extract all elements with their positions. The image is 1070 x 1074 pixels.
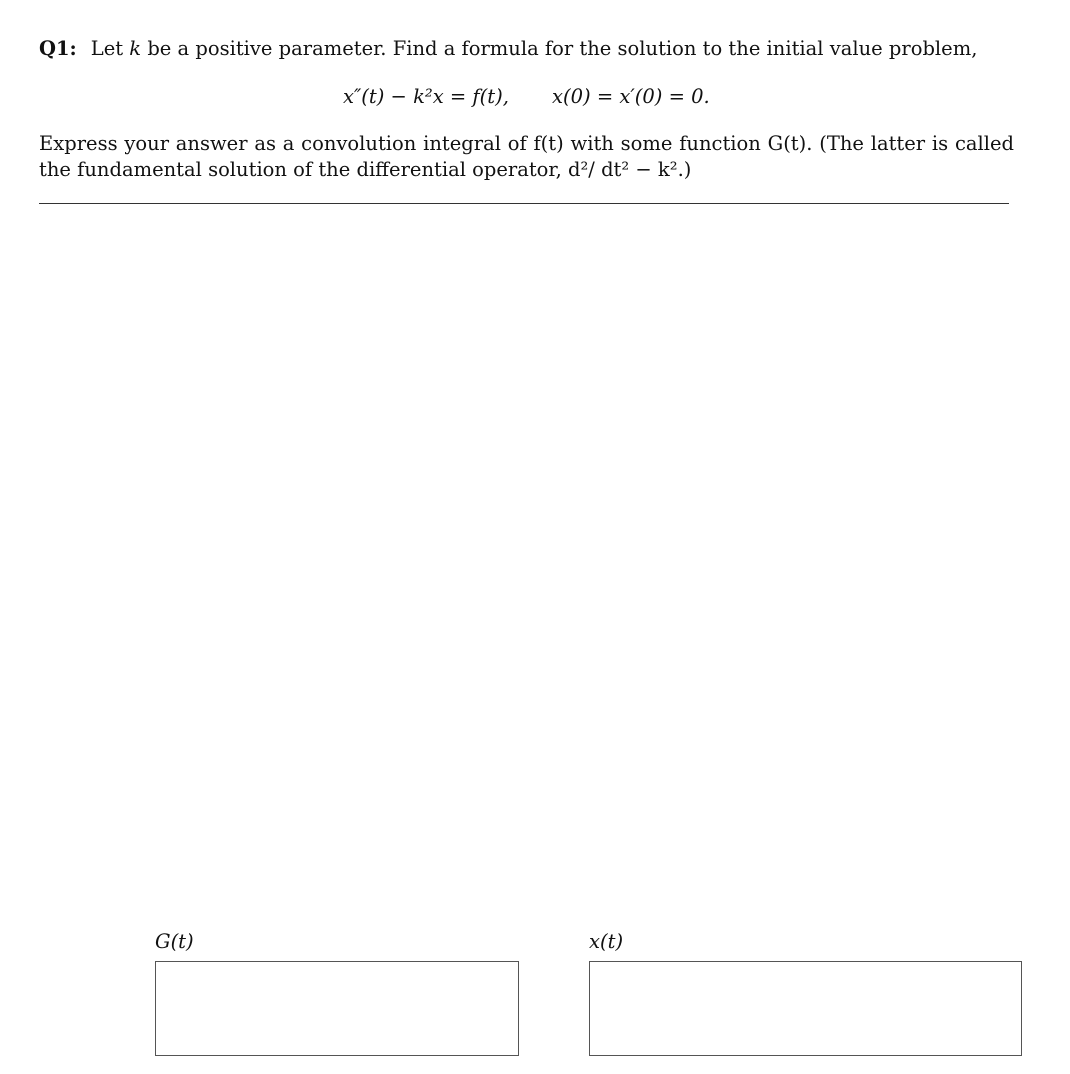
section-divider [39,203,1009,204]
question-number: Q1: [39,37,77,60]
x-answer-label: x(t) [589,930,624,953]
answer-instructions: Express your answer as a convolution integral of f(t) with some function G(t). (The latter is called the fundamental solution of the differential operator, d²/ dt² − k².) [39,132,1014,181]
question-header [39,37,977,60]
parameter-k: k [129,37,142,60]
question-intro-start: Let [90,37,130,60]
equation-lhs: x″(t) − k²x = f(t), [343,85,509,108]
question-intro-end: be a positive parameter. Find a formula for the solution to the initial value problem, [141,37,978,60]
g-answer-label: G(t) [155,930,194,953]
x-answer-box[interactable] [589,961,1022,1056]
g-answer-box[interactable] [155,961,519,1056]
initial-conditions: x(0) = x′(0) = 0. [552,85,710,108]
